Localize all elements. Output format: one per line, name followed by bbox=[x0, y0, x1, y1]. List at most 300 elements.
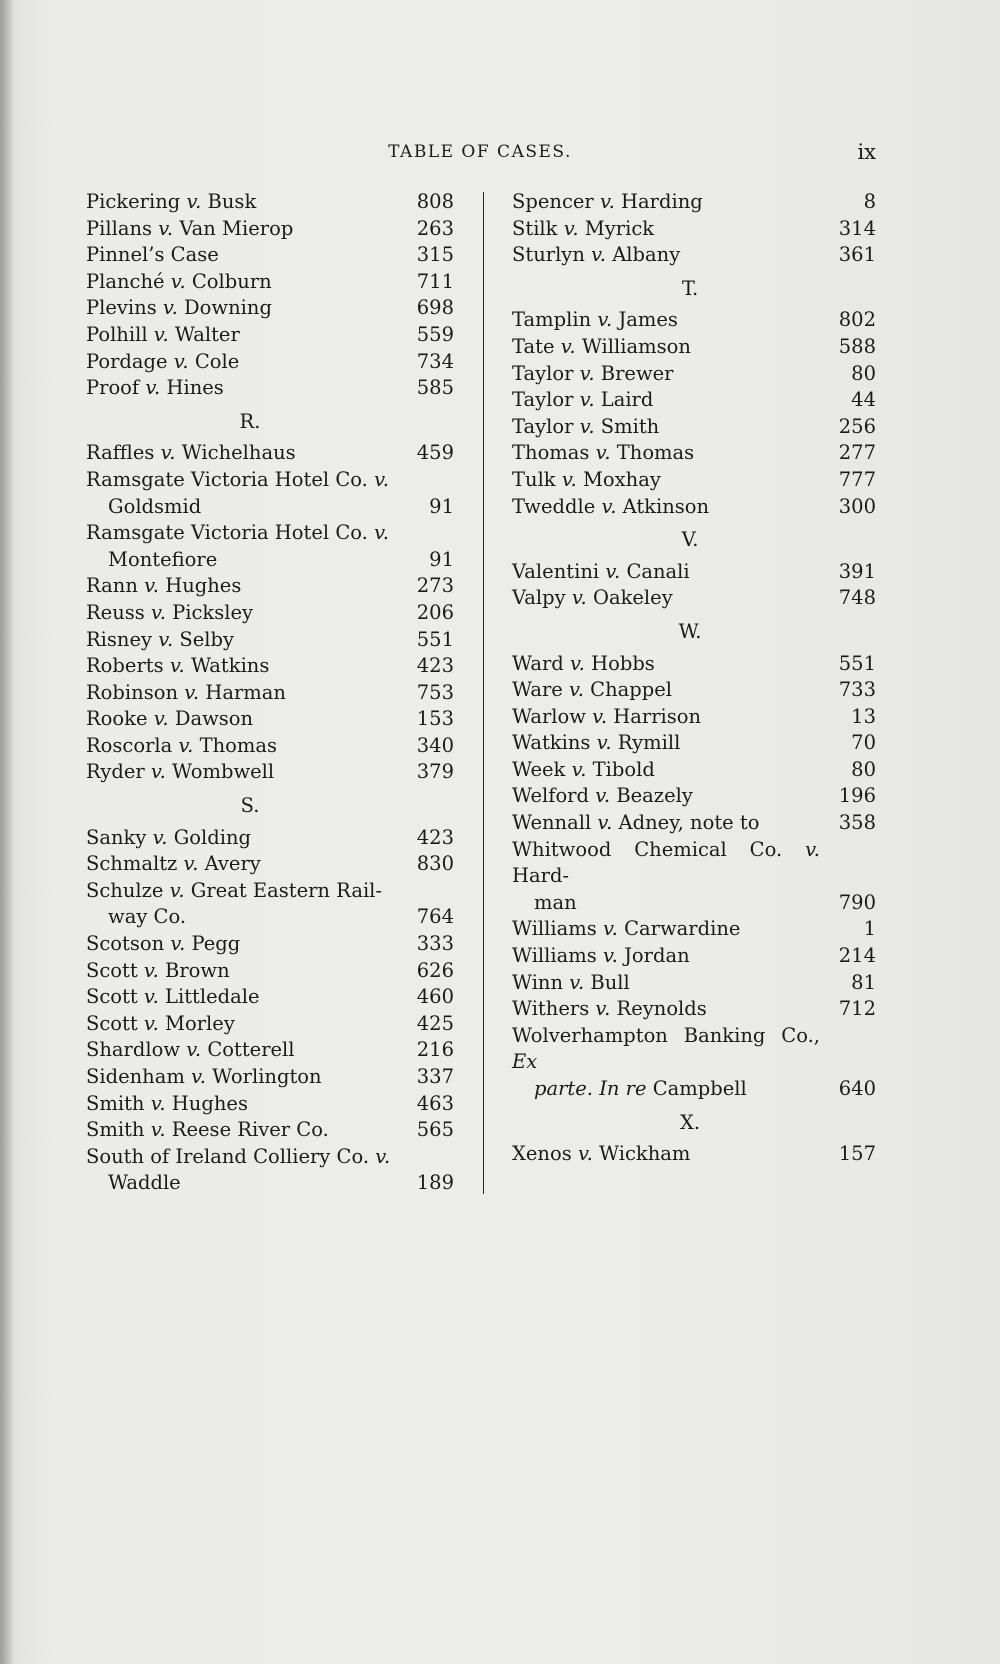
case-name-continuation: man bbox=[534, 890, 577, 914]
versus-mark: v. bbox=[183, 852, 199, 876]
case-name bbox=[86, 958, 454, 985]
case-page-number: 698 bbox=[416, 296, 454, 320]
spine-shadow bbox=[0, 0, 14, 1664]
case-name bbox=[86, 1117, 454, 1144]
versus-mark: v. bbox=[162, 296, 178, 320]
case-name bbox=[86, 653, 454, 680]
case-page-number: 81 bbox=[851, 970, 876, 994]
case-name-part: Atkinson bbox=[622, 494, 710, 518]
case-name-italic: In re bbox=[599, 1077, 647, 1100]
case-page-number: 358 bbox=[838, 811, 876, 835]
case-name-part: Selby bbox=[179, 627, 234, 651]
case-entry bbox=[86, 680, 454, 707]
case-name bbox=[86, 600, 454, 627]
case-name-part: Scotson bbox=[86, 932, 165, 956]
case-name-continuation: Goldsmid bbox=[108, 494, 202, 518]
case-name bbox=[86, 1037, 454, 1064]
case-page-number: 551 bbox=[838, 651, 876, 675]
case-entry bbox=[86, 825, 454, 852]
versus-mark: v. bbox=[563, 216, 579, 240]
case-name-part: Williamson bbox=[581, 334, 691, 358]
versus-mark: v. bbox=[374, 521, 389, 545]
case-name-part: Tate bbox=[512, 334, 555, 358]
case-name bbox=[512, 943, 876, 970]
case-page-number: 391 bbox=[838, 559, 876, 583]
case-name bbox=[86, 216, 454, 243]
case-name bbox=[86, 520, 454, 573]
versus-mark: v. bbox=[186, 1038, 202, 1062]
case-page-number: 379 bbox=[416, 760, 454, 784]
case-page-number: 189 bbox=[416, 1171, 454, 1195]
case-page-number: 273 bbox=[416, 574, 454, 598]
case-name bbox=[512, 757, 876, 784]
case-page-number: 808 bbox=[416, 190, 454, 213]
versus-mark: v. bbox=[143, 1011, 159, 1035]
case-entry bbox=[512, 440, 876, 467]
versus-mark: v. bbox=[805, 837, 820, 861]
case-name-part: Watkins bbox=[190, 654, 270, 678]
versus-mark: v. bbox=[579, 414, 595, 438]
case-name bbox=[86, 759, 454, 786]
case-entry bbox=[86, 269, 454, 296]
case-name bbox=[86, 733, 454, 760]
case-page-number: 459 bbox=[416, 441, 454, 465]
case-page-number: 588 bbox=[838, 334, 876, 358]
case-name bbox=[86, 878, 454, 931]
versus-mark: v. bbox=[158, 627, 174, 651]
case-entry bbox=[512, 559, 876, 586]
case-name-part: Rooke bbox=[86, 707, 148, 731]
case-name-part: Jordan bbox=[624, 944, 690, 968]
case-name-part: Schulze bbox=[86, 878, 164, 902]
versus-mark: v. bbox=[601, 494, 617, 518]
versus-mark: v. bbox=[186, 190, 202, 213]
case-name-part: Smith bbox=[86, 1118, 145, 1142]
case-name-part: Valentini bbox=[512, 559, 600, 583]
case-name bbox=[512, 334, 876, 361]
case-page-number: 206 bbox=[416, 600, 454, 624]
case-page-number: 733 bbox=[838, 678, 876, 702]
case-page-number: 361 bbox=[838, 243, 876, 267]
case-name-part: Warlow bbox=[512, 704, 586, 728]
case-name-part: Littledale bbox=[165, 985, 260, 1009]
versus-mark: v. bbox=[170, 269, 186, 293]
case-name-part: Raffles bbox=[86, 441, 155, 465]
case-entry bbox=[86, 733, 454, 760]
case-name bbox=[86, 573, 454, 600]
case-page-number: 44 bbox=[851, 388, 876, 412]
case-name-part: Tamplin bbox=[512, 308, 592, 332]
case-entry bbox=[512, 810, 876, 837]
section-letter: R. bbox=[239, 409, 261, 433]
case-name bbox=[512, 414, 876, 441]
versus-mark: v. bbox=[571, 586, 587, 610]
case-name-part: Harrison bbox=[613, 704, 702, 728]
case-entry bbox=[86, 706, 454, 733]
case-name-part: Hines bbox=[166, 376, 224, 400]
case-name bbox=[86, 269, 454, 296]
versus-mark: v. bbox=[145, 376, 161, 400]
case-page-number: 559 bbox=[416, 322, 454, 346]
case-name bbox=[512, 996, 876, 1023]
case-name-continuation: Montefiore bbox=[108, 547, 218, 571]
case-name-part: South of Ireland Colliery Co. bbox=[86, 1144, 370, 1168]
page-number: ix bbox=[857, 140, 876, 164]
case-name-part: Reynolds bbox=[616, 997, 707, 1021]
versus-mark: v. bbox=[595, 997, 611, 1021]
case-entry bbox=[512, 494, 876, 521]
case-name bbox=[512, 677, 876, 704]
case-name bbox=[86, 931, 454, 958]
case-name-italic: Ex bbox=[512, 1050, 538, 1074]
case-name bbox=[512, 307, 876, 334]
case-name-part: Wichelhaus bbox=[181, 441, 296, 465]
case-page-number: 13 bbox=[851, 704, 876, 728]
case-name-continuation bbox=[512, 1077, 747, 1100]
case-name-part: Smith bbox=[600, 414, 660, 438]
case-entry bbox=[512, 916, 876, 943]
case-name-part: Hard- bbox=[512, 864, 570, 888]
case-name-part: Laird bbox=[600, 388, 654, 412]
versus-mark: v. bbox=[169, 878, 185, 902]
page-title: TABLE OF CASES. bbox=[388, 142, 572, 162]
case-name-part: Reuss bbox=[86, 600, 145, 624]
case-name bbox=[512, 651, 876, 678]
case-name-part: Ramsgate Victoria Hotel Co. bbox=[86, 467, 368, 491]
versus-mark: v. bbox=[560, 334, 576, 358]
case-name-part: Taylor bbox=[512, 361, 574, 385]
versus-mark: v. bbox=[150, 760, 166, 784]
case-name bbox=[86, 1144, 454, 1197]
case-entry bbox=[512, 651, 876, 678]
case-name-part: Roscorla bbox=[86, 733, 173, 757]
case-name-part: Thomas bbox=[616, 441, 695, 465]
section-letter: S. bbox=[240, 794, 260, 818]
versus-mark: v. bbox=[375, 1144, 391, 1168]
versus-mark: v. bbox=[591, 243, 606, 267]
case-name-part: Watkins bbox=[512, 731, 591, 755]
case-name-part: Spencer bbox=[512, 190, 594, 213]
case-name-part: Scott bbox=[86, 958, 138, 982]
case-page-number: 300 bbox=[838, 494, 876, 518]
versus-mark: v. bbox=[151, 600, 166, 624]
case-page-number: 802 bbox=[838, 308, 876, 332]
versus-mark: v. bbox=[150, 1118, 166, 1142]
case-name-part: Schmaltz bbox=[86, 852, 178, 876]
section-letter: X. bbox=[679, 1110, 701, 1134]
case-name-part: Busk bbox=[207, 190, 257, 213]
case-name-part: Picksley bbox=[172, 600, 254, 624]
case-page-number: 333 bbox=[416, 932, 454, 956]
case-page-number: 196 bbox=[838, 784, 876, 808]
case-entry bbox=[512, 1023, 876, 1103]
case-name bbox=[512, 1141, 876, 1168]
case-entry bbox=[86, 440, 454, 467]
case-name-part: Ware bbox=[512, 678, 563, 702]
versus-mark: v. bbox=[605, 559, 621, 583]
case-page-number: 640 bbox=[838, 1077, 876, 1100]
case-name bbox=[512, 704, 876, 731]
case-entry bbox=[86, 600, 454, 627]
case-entry bbox=[86, 573, 454, 600]
versus-mark: v. bbox=[374, 467, 389, 491]
case-entry bbox=[512, 677, 876, 704]
versus-mark: v. bbox=[143, 958, 159, 982]
case-name-part: Avery bbox=[204, 852, 261, 876]
case-name-part: Plevins bbox=[86, 296, 157, 320]
case-name bbox=[512, 242, 876, 269]
case-entry bbox=[86, 627, 454, 654]
case-name-part: Risney bbox=[86, 627, 153, 651]
versus-mark: v. bbox=[153, 322, 169, 346]
case-page-number: 423 bbox=[416, 654, 454, 678]
versus-mark: v. bbox=[595, 784, 611, 808]
case-name bbox=[86, 1091, 454, 1118]
versus-mark: v. bbox=[597, 811, 613, 835]
versus-mark: v. bbox=[184, 680, 200, 704]
case-name bbox=[86, 706, 454, 733]
versus-mark: v. bbox=[602, 944, 618, 968]
case-page-number: 80 bbox=[851, 361, 876, 385]
case-name-part: Hughes bbox=[171, 1091, 248, 1115]
case-name-part: Ramsgate Victoria Hotel Co. bbox=[86, 521, 368, 545]
versus-mark: v. bbox=[144, 574, 159, 598]
case-name-part: Taylor bbox=[512, 388, 574, 412]
case-entry bbox=[512, 837, 876, 917]
case-page-number: 830 bbox=[416, 852, 454, 876]
case-name-part: Whitwood Chemical Co. bbox=[512, 837, 783, 861]
case-name bbox=[512, 494, 876, 521]
case-name-part: Taylor bbox=[512, 414, 574, 438]
case-name bbox=[512, 1023, 876, 1103]
case-name bbox=[512, 559, 876, 586]
case-page-number: 425 bbox=[416, 1011, 454, 1035]
versus-mark: v. bbox=[597, 308, 613, 332]
case-page-number: 337 bbox=[416, 1065, 454, 1088]
case-name-part: Reese River Co. bbox=[171, 1118, 329, 1142]
case-name-part: Winn bbox=[512, 970, 564, 994]
case-name-part: Worlington bbox=[212, 1065, 322, 1088]
case-name-part: Stilk bbox=[512, 216, 558, 240]
case-page-number: 460 bbox=[416, 985, 454, 1009]
case-page-number: 711 bbox=[416, 269, 454, 293]
case-name bbox=[86, 440, 454, 467]
case-name bbox=[512, 189, 876, 216]
case-name-part: Polhill bbox=[86, 322, 148, 346]
case-page-number: 734 bbox=[416, 349, 454, 373]
versus-mark: v. bbox=[170, 932, 186, 956]
case-name-part: Cole bbox=[194, 349, 240, 373]
versus-mark: v. bbox=[595, 441, 611, 465]
case-page-number: 777 bbox=[838, 467, 876, 491]
case-page-number: 153 bbox=[416, 707, 454, 731]
case-page-number: 91 bbox=[429, 494, 454, 518]
case-entry bbox=[86, 851, 454, 878]
case-name-part: Valpy bbox=[512, 586, 566, 610]
case-entry bbox=[512, 307, 876, 334]
case-name-part: Brewer bbox=[600, 361, 674, 385]
case-name-part: Beazely bbox=[616, 784, 693, 808]
case-name-part: Williams bbox=[512, 944, 597, 968]
case-name bbox=[512, 810, 876, 837]
versus-mark: v. bbox=[596, 731, 612, 755]
case-name-part: Walter bbox=[174, 322, 240, 346]
case-name bbox=[512, 837, 876, 917]
case-entry bbox=[86, 1144, 454, 1197]
case-name bbox=[86, 825, 454, 852]
case-name bbox=[512, 216, 876, 243]
case-name bbox=[512, 361, 876, 388]
case-page-number: 423 bbox=[416, 825, 454, 849]
case-entry bbox=[512, 704, 876, 731]
case-name bbox=[86, 349, 454, 376]
case-name bbox=[512, 585, 876, 612]
case-name bbox=[86, 467, 454, 520]
case-page-number: 256 bbox=[838, 414, 876, 438]
case-page-number: 80 bbox=[851, 757, 876, 781]
case-name bbox=[86, 1011, 454, 1038]
case-name-part: Cotterell bbox=[207, 1038, 295, 1062]
case-page-number: 157 bbox=[838, 1142, 876, 1166]
case-name-part: Sturlyn bbox=[512, 243, 585, 267]
versus-mark: v. bbox=[191, 1065, 206, 1088]
case-name bbox=[86, 375, 454, 402]
case-page-number: 314 bbox=[838, 216, 876, 240]
case-name bbox=[512, 730, 876, 757]
right-column bbox=[512, 189, 876, 1168]
case-name-italic: parte. bbox=[534, 1077, 594, 1100]
case-name bbox=[86, 242, 454, 269]
case-entry bbox=[86, 1117, 454, 1144]
case-page-number: 315 bbox=[416, 243, 454, 267]
case-page-number: 216 bbox=[416, 1038, 454, 1062]
versus-mark: v. bbox=[569, 970, 585, 994]
section-letter: W. bbox=[678, 619, 702, 643]
versus-mark: v. bbox=[569, 651, 585, 675]
case-name-part: Withers bbox=[512, 997, 590, 1021]
case-page-number: 1 bbox=[863, 917, 876, 941]
versus-mark: v. bbox=[178, 733, 194, 757]
case-page-number: 214 bbox=[838, 944, 876, 968]
case-name-part: Dawson bbox=[174, 707, 254, 731]
case-name-part: Myrick bbox=[584, 216, 655, 240]
case-page-number: 565 bbox=[416, 1118, 454, 1142]
versus-mark: v. bbox=[173, 349, 189, 373]
case-name-part: Harman bbox=[205, 680, 286, 704]
case-name-part: Great Eastern Rail- bbox=[190, 878, 383, 902]
case-page-number: 340 bbox=[416, 733, 454, 757]
versus-mark: v. bbox=[571, 757, 587, 781]
case-page-number: 8 bbox=[863, 190, 876, 213]
case-entry bbox=[512, 414, 876, 441]
case-name-part: Pillans bbox=[86, 216, 153, 240]
case-name bbox=[86, 295, 454, 322]
case-name bbox=[86, 322, 454, 349]
case-name-part: Moxhay bbox=[582, 467, 661, 491]
case-entry bbox=[512, 730, 876, 757]
case-page-number: 712 bbox=[838, 997, 876, 1021]
case-name-part: Tweddle bbox=[512, 494, 596, 518]
case-name bbox=[86, 627, 454, 654]
case-entry bbox=[86, 322, 454, 349]
case-page-number: 277 bbox=[838, 441, 876, 465]
case-name-part: Welford bbox=[512, 784, 589, 808]
case-name-part: Carwardine bbox=[624, 917, 741, 941]
case-page-number: 70 bbox=[851, 731, 876, 755]
case-entry bbox=[86, 1064, 454, 1091]
case-entry bbox=[512, 996, 876, 1023]
case-entry bbox=[86, 759, 454, 786]
case-name-part: Bull bbox=[590, 970, 630, 994]
versus-mark: v. bbox=[579, 388, 595, 412]
case-entry bbox=[512, 361, 876, 388]
left-column bbox=[86, 189, 454, 1197]
case-entry bbox=[512, 1141, 876, 1168]
case-page-number: 626 bbox=[416, 958, 454, 982]
case-name-part: Williams bbox=[512, 917, 597, 941]
case-entry bbox=[86, 1091, 454, 1118]
case-entry bbox=[86, 984, 454, 1011]
case-entry bbox=[512, 585, 876, 612]
case-name-part: Harding bbox=[621, 190, 703, 213]
case-entry bbox=[512, 242, 876, 269]
case-name bbox=[86, 1064, 454, 1091]
case-name-part: Week bbox=[512, 757, 566, 781]
versus-mark: v. bbox=[160, 441, 176, 465]
case-name-part: Morley bbox=[165, 1011, 235, 1035]
case-name bbox=[86, 680, 454, 707]
versus-mark: v. bbox=[577, 1142, 593, 1166]
case-name-part: Proof bbox=[86, 376, 140, 400]
case-name-part: Chappel bbox=[590, 678, 673, 702]
case-entry bbox=[86, 189, 454, 216]
case-name-part: Colburn bbox=[191, 269, 272, 293]
section-letter: T. bbox=[681, 276, 699, 300]
case-name-part: Sidenham bbox=[86, 1065, 185, 1088]
case-name bbox=[86, 984, 454, 1011]
versus-mark: v. bbox=[569, 678, 584, 702]
case-entry bbox=[512, 387, 876, 414]
running-head bbox=[0, 142, 1000, 166]
case-entry bbox=[512, 216, 876, 243]
case-name-part: Wombwell bbox=[172, 760, 275, 784]
case-name-part: Golding bbox=[173, 825, 252, 849]
case-entry bbox=[86, 653, 454, 680]
case-name-part: Scott bbox=[86, 985, 138, 1009]
case-entry bbox=[512, 757, 876, 784]
column-divider bbox=[483, 192, 484, 1194]
case-page-number: 463 bbox=[416, 1091, 454, 1115]
case-name-part: Campbell bbox=[652, 1077, 747, 1100]
case-entry bbox=[86, 349, 454, 376]
case-name-part: Ward bbox=[512, 651, 564, 675]
case-page-number: 753 bbox=[416, 680, 454, 704]
case-name-part: Wickham bbox=[599, 1142, 691, 1166]
case-entry bbox=[86, 878, 454, 931]
case-entry bbox=[86, 242, 454, 269]
case-entry bbox=[86, 958, 454, 985]
case-entry bbox=[512, 334, 876, 361]
case-entry bbox=[512, 467, 876, 494]
case-page-number: 551 bbox=[416, 627, 454, 651]
versus-mark: v. bbox=[152, 825, 168, 849]
case-name-part: Wolverhampton Banking Co., bbox=[512, 1023, 820, 1047]
case-entry bbox=[86, 295, 454, 322]
case-page-number: 585 bbox=[416, 376, 454, 400]
versus-mark: v. bbox=[153, 707, 169, 731]
case-page-number: 263 bbox=[416, 216, 454, 240]
case-name-continuation: Waddle bbox=[108, 1171, 181, 1195]
